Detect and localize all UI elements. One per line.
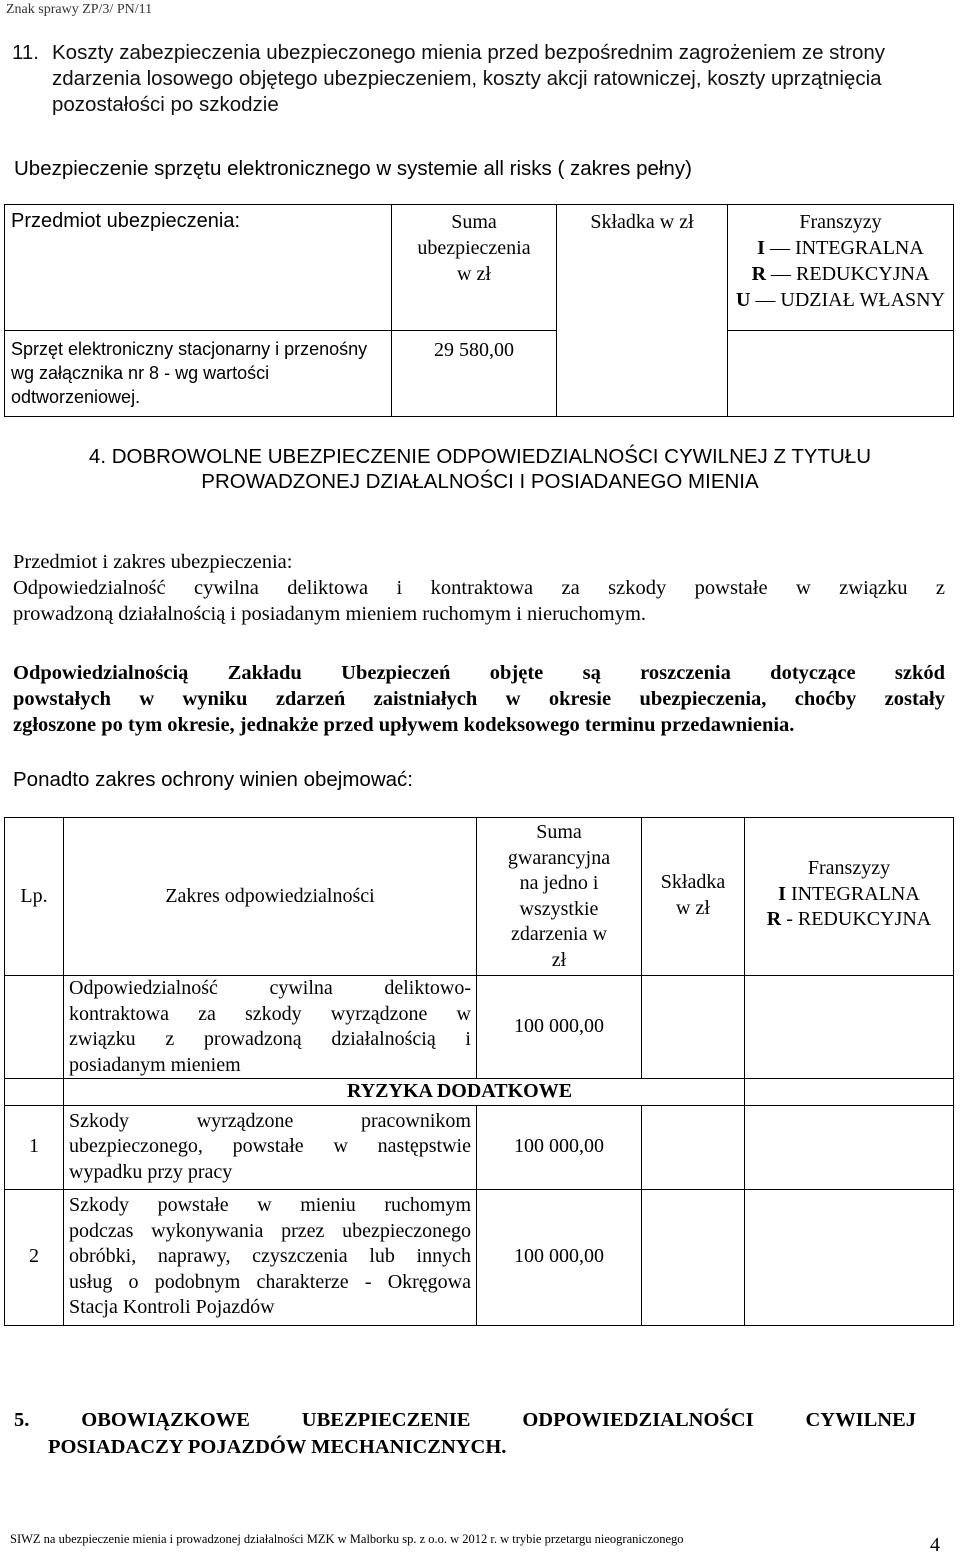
row-2-scope bbox=[64, 1189, 477, 1325]
electronics-title: Ubezpieczenie sprzętu elektronicznego w systemie all risks ( zakres pełny) bbox=[14, 157, 692, 180]
main-row-scope bbox=[64, 976, 477, 1079]
franchise-title: Franszyzy bbox=[799, 211, 882, 233]
row-1-scope bbox=[64, 1105, 477, 1189]
section-5-title-line: 5. OBOWIĄZKOWE UBEZPIECZENIE ODPOWIEDZIALNOŚCI CYWILNEJ bbox=[14, 1409, 916, 1431]
row-premium bbox=[557, 331, 728, 417]
header-guarantee-sum bbox=[477, 818, 642, 976]
scope-line: związku z prowadzoną działalnością i bbox=[69, 1028, 471, 1050]
header-sum-line: wszystkie bbox=[519, 897, 599, 920]
scope-line: posiadanym mieniem bbox=[69, 1053, 241, 1076]
row-1-premium bbox=[642, 1105, 745, 1189]
row-2-lp: 2 bbox=[5, 1189, 64, 1325]
header-premium: Składka w zł bbox=[557, 205, 728, 331]
extra-scope-label: Ponadto zakres ochrony winien obejmować: bbox=[13, 768, 413, 791]
header-franchise bbox=[728, 205, 954, 331]
scope-line: kontraktowa za szkody wyrządzone w bbox=[69, 1002, 471, 1025]
section-11-number: 11. bbox=[12, 41, 39, 64]
section-4-title bbox=[0, 444, 960, 494]
scope-line: podczas wykonywania przez ubezpieczonego bbox=[69, 1219, 471, 1242]
section-4-title-line: 4. DOBROWOLNE UBEZPIECZENIE ODPOWIEDZIALNOŚCI CYWILNEJ Z TYTUŁU bbox=[88, 445, 872, 468]
header-sum-line: na jedno i bbox=[519, 872, 599, 894]
header-scope: Zakres odpowiedzialności bbox=[64, 818, 477, 976]
header-sum-line: w zł bbox=[457, 263, 491, 285]
header-premium-line: w zł bbox=[676, 896, 710, 919]
liability-table bbox=[4, 817, 954, 1326]
claims-line: powstałych w wyniku zdarzeń zaistniałych w okresie ubezpieczenia, choćby zostały bbox=[13, 688, 945, 710]
header-premium bbox=[642, 818, 745, 976]
row-2-franchise bbox=[745, 1189, 954, 1325]
main-row-lp bbox=[5, 976, 64, 1079]
scope-line: wypadku przy pracy bbox=[69, 1160, 233, 1183]
header-sum-line: zdarzenia w bbox=[510, 923, 608, 945]
row-franchise bbox=[728, 331, 954, 417]
row-subject: Sprzęt elektroniczny stacjonarny i przenośny wg załącznika nr 8 - wg wartości odtworzeniowej. bbox=[5, 331, 392, 417]
header-sum bbox=[392, 205, 557, 331]
scope-block bbox=[13, 549, 945, 627]
claims-block bbox=[13, 660, 945, 738]
row-sum: 29 580,00 bbox=[392, 331, 557, 417]
footer-text: SIWZ na ubezpieczenie mienia i prowadzonej działalności MZK w Malborku sp. z o.o. w 2012 r. w trybie przetargu nieograniczonego bbox=[10, 1532, 684, 1546]
electronics-table bbox=[4, 204, 954, 417]
claims-line: zgłoszone po tym okresie, jednakże przed upływem kodeksowego terminu przedawnienia. bbox=[13, 714, 795, 736]
page-number: 4 bbox=[930, 1534, 940, 1556]
extra-risks-header: RYZYKA DODATKOWE bbox=[64, 1079, 745, 1106]
franchise-line: R — REDUKCYJNA bbox=[751, 263, 930, 285]
header-sum-line: gwarancyjna bbox=[507, 846, 611, 869]
row-2-premium bbox=[642, 1189, 745, 1325]
header-sum-line: zł bbox=[551, 948, 567, 971]
scope-line: ubezpieczonego, powstałe w następstwie bbox=[69, 1135, 471, 1158]
section-4-title-line: PROWADZONEJ DZIAŁALNOŚCI I POSIADANEGO MIENIA bbox=[201, 470, 759, 493]
main-row-franchise bbox=[745, 976, 954, 1079]
franchise-title: Franszyzy bbox=[807, 857, 891, 879]
section-11-text: Koszty zabezpieczenia ubezpieczonego mienia przed bezpośrednim zagrożeniem ze strony zdarzenia losowego objętego ubezpieczeniem, koszty akcji ratowniczej, koszty uprzątnięcia pozostałości po szkodzie bbox=[52, 41, 885, 116]
case-number: Znak sprawy ZP/3/ PN/11 bbox=[6, 2, 153, 17]
franchise-line: R - REDUKCYJNA bbox=[766, 908, 932, 930]
franchise-line: I INTEGRALNA bbox=[778, 882, 920, 905]
scope-line: obróbki, naprawy, czyszczenia lub innych bbox=[69, 1245, 471, 1268]
scope-line: Stacja Kontroli Pojazdów bbox=[69, 1296, 275, 1319]
franchise-line: U — UDZIAŁ WŁASNY bbox=[735, 289, 946, 311]
header-subject: Przedmiot ubezpieczenia: bbox=[5, 205, 392, 331]
row-1-franchise bbox=[745, 1105, 954, 1189]
scope-label: Przedmiot i zakres ubezpieczenia: bbox=[13, 551, 293, 573]
extra-header-franchise bbox=[745, 1079, 954, 1106]
header-premium-line: Składka bbox=[660, 871, 726, 893]
header-sum-line: Suma bbox=[451, 211, 497, 233]
scope-line: usług o podobnym charakterze - Okręgowa bbox=[69, 1270, 471, 1293]
header-sum-line: Suma bbox=[536, 821, 582, 843]
scope-text-line: Odpowiedzialność cywilna deliktowa i kontraktowa za szkody powstałe w związku z bbox=[13, 577, 945, 599]
section-5-title-line: POSIADACZY POJAZDÓW MECHANICZNYCH. bbox=[48, 1436, 507, 1458]
extra-header-lp bbox=[5, 1079, 64, 1106]
header-lp: Lp. bbox=[5, 818, 64, 976]
scope-line: Odpowiedzialność cywilna deliktowo- bbox=[69, 977, 471, 999]
scope-text-line: prowadzoną działalnością i posiadanym mieniem ruchomym i nieruchomym. bbox=[13, 603, 647, 625]
header-franchise bbox=[745, 818, 954, 976]
claims-line: Odpowiedzialnością Zakładu Ubezpieczeń objęte są roszczenia dotyczące szkód bbox=[13, 662, 945, 684]
scope-line: Szkody powstałe w mieniu ruchomym bbox=[69, 1194, 471, 1217]
franchise-line: I — INTEGRALNA bbox=[757, 237, 924, 259]
scope-line: Szkody wyrządzone pracownikom bbox=[69, 1109, 471, 1132]
header-sum-line: ubezpieczenia bbox=[417, 237, 531, 259]
row-2-sum: 100 000,00 bbox=[477, 1189, 642, 1325]
section-5-title bbox=[14, 1407, 916, 1461]
row-1-lp: 1 bbox=[5, 1105, 64, 1189]
row-1-sum: 100 000,00 bbox=[477, 1105, 642, 1189]
main-row-premium bbox=[642, 976, 745, 1079]
main-row-sum: 100 000,00 bbox=[477, 976, 642, 1079]
